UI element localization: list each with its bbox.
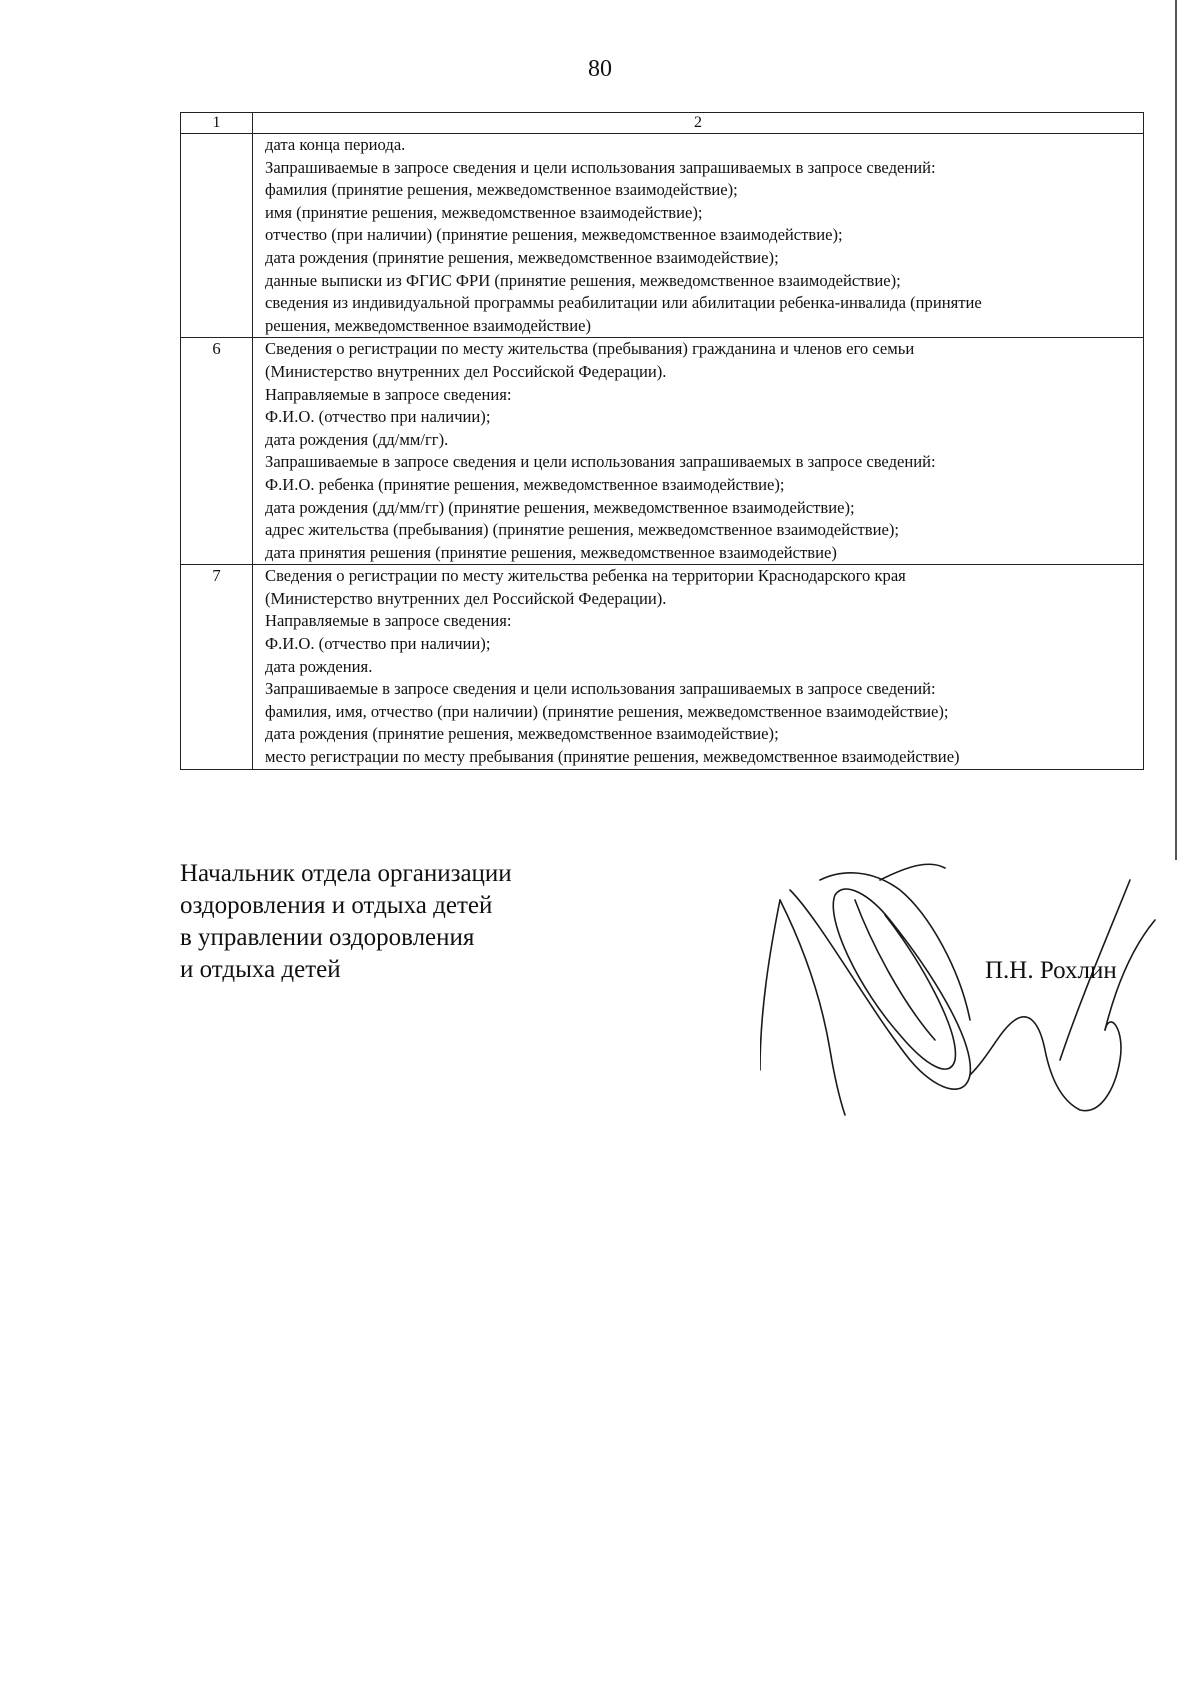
position-line: и отдыха детей xyxy=(180,956,341,983)
text-line: адрес жительства (пребывания) (принятие решения, межведомственное взаимодействие); xyxy=(265,520,900,540)
handwritten-signature xyxy=(760,860,1200,1120)
text-line: Сведения о регистрации по месту жительства ребенка на территории Краснодарского края xyxy=(265,566,906,586)
text-line: дата рождения (дд/мм/гг). xyxy=(265,429,449,449)
text-line: Запрашиваемые в запросе сведения и цели использования запрашиваемых в запросе сведений: xyxy=(265,679,936,699)
row-text xyxy=(253,338,1144,565)
signatory-name: П.Н. Рохлин xyxy=(985,957,1117,984)
text-line: Ф.И.О. (отчество при наличии); xyxy=(265,407,491,427)
page-number: 80 xyxy=(588,56,612,82)
text-line: данные выписки из ФГИС ФРИ (принятие решения, межведомственное взаимодействие); xyxy=(265,270,901,290)
position-line: оздоровления и отдыха детей xyxy=(180,892,493,919)
text-line: дата рождения (дд/мм/гг) (принятие решения, межведомственное взаимодействие); xyxy=(265,497,855,517)
text-line: Ф.И.О. ребенка (принятие решения, межведомственное взаимодействие); xyxy=(265,474,785,494)
text-line: дата рождения (принятие решения, межведомственное взаимодействие); xyxy=(265,724,779,744)
text-line: отчество (при наличии) (принятие решения, межведомственное взаимодействие); xyxy=(265,225,843,245)
text-line: дата рождения. xyxy=(265,656,373,676)
text-line: фамилия, имя, отчество (при наличии) (принятие решения, межведомственное взаимодействие); xyxy=(265,701,949,721)
text-line: дата конца периода. xyxy=(265,135,406,154)
text-line: дата рождения (принятие решения, межведомственное взаимодействие); xyxy=(265,247,779,267)
column-header-1: 1 xyxy=(181,113,253,134)
column-header-2: 2 xyxy=(253,113,1144,134)
text-line: Направляемые в запросе сведения: xyxy=(265,384,512,404)
text-line: сведения из индивидуальной программы реабилитации или абилитации ребенка-инвалида (принятие xyxy=(265,293,982,313)
text-line: место регистрации по месту пребывания (принятие решения, межведомственное взаимодействие) xyxy=(265,747,960,767)
table-row xyxy=(181,338,1144,565)
table-header-row xyxy=(181,113,1144,134)
row-number xyxy=(181,134,253,338)
text-line: фамилия (принятие решения, межведомственное взаимодействие); xyxy=(265,180,738,200)
text-line: дата принятия решения (принятие решения, межведомственное взаимодействие) xyxy=(265,542,837,562)
row-number: 6 xyxy=(181,338,253,565)
table-row xyxy=(181,134,1144,338)
text-line: Ф.И.О. (отчество при наличии); xyxy=(265,634,491,654)
row-text xyxy=(253,134,1144,338)
scan-edge-line xyxy=(1175,0,1177,860)
text-line: Запрашиваемые в запросе сведения и цели использования запрашиваемых в запросе сведений: xyxy=(265,157,936,177)
table-row xyxy=(181,565,1144,769)
text-line: решения, межведомственное взаимодействие) xyxy=(265,315,591,335)
position-line: Начальник отдела организации xyxy=(180,860,512,887)
position-line: в управлении оздоровления xyxy=(180,924,475,951)
text-line: (Министерство внутренних дел Российской Федерации). xyxy=(265,361,667,381)
signatory-position xyxy=(180,858,512,986)
text-line: Запрашиваемые в запросе сведения и цели использования запрашиваемых в запросе сведений: xyxy=(265,452,936,472)
text-line: имя (принятие решения, межведомственное взаимодействие); xyxy=(265,202,703,222)
text-line: Направляемые в запросе сведения: xyxy=(265,611,512,631)
text-line: (Министерство внутренних дел Российской Федерации). xyxy=(265,588,667,608)
row-text xyxy=(253,565,1144,769)
row-number: 7 xyxy=(181,565,253,769)
data-table xyxy=(180,112,1144,770)
text-line: Сведения о регистрации по месту жительства (пребывания) гражданина и членов его семьи xyxy=(265,339,915,359)
